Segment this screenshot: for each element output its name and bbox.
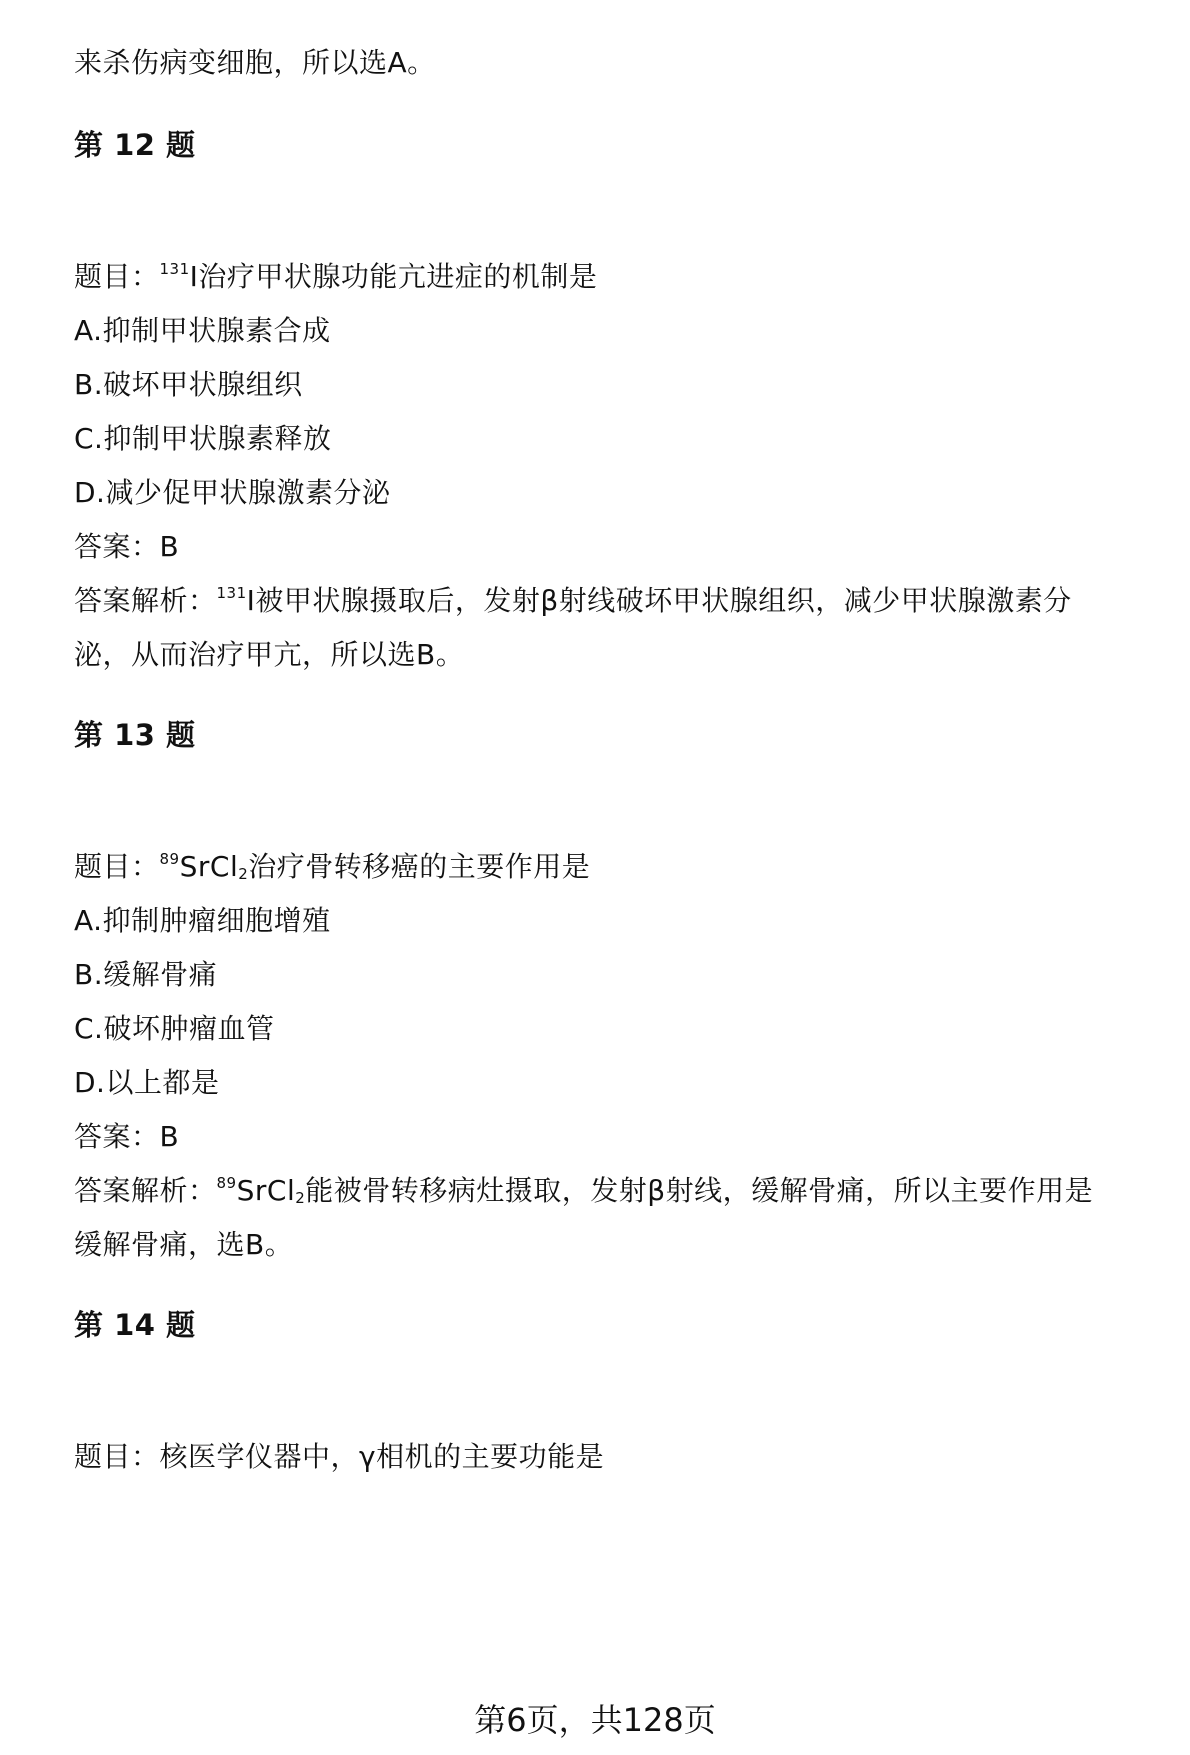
- analysis-isotope-mass: 89: [216, 1174, 237, 1192]
- question-13-answer: 答案：B: [74, 1120, 180, 1153]
- question-12-option-d: D.减少促甲状腺激素分泌: [74, 476, 391, 509]
- question-13-option-d: D.以上都是: [74, 1066, 220, 1099]
- analysis-text: 能被骨转移病灶摄取，发射β射线，缓解骨痛，所以主要作用是: [305, 1174, 1094, 1207]
- question-14-heading: 第 14 题: [74, 1308, 196, 1342]
- question-13-analysis-line-1: [74, 1174, 1093, 1208]
- question-12-analysis-line-1: [74, 584, 1072, 618]
- analysis-isotope-mass: 131: [216, 584, 247, 602]
- formula: SrCl: [179, 850, 239, 883]
- isotope-mass: 89: [159, 850, 180, 868]
- question-12-answer: 答案：B: [74, 530, 180, 563]
- question-13-analysis-line-2: 缓解骨痛，选B。: [74, 1228, 294, 1261]
- analysis-label: 答案解析：: [74, 584, 217, 617]
- analysis-formula-subscript: 2: [295, 1189, 306, 1207]
- analysis-label: 答案解析：: [74, 1174, 217, 1207]
- question-12-analysis-line-2: 泌，从而治疗甲亢，所以选B。: [74, 638, 465, 671]
- question-13-heading: 第 13 题: [74, 718, 196, 752]
- question-12-option-c: C.抑制甲状腺素释放: [74, 422, 332, 455]
- question-13-option-c: C.破坏肿瘤血管: [74, 1012, 275, 1045]
- analysis-text: I被甲状腺摄取后，发射β射线破坏甲状腺组织，减少甲状腺激素分: [246, 584, 1072, 617]
- question-12-heading: 第 12 题: [74, 128, 196, 162]
- prompt-label: 题目：: [74, 260, 160, 293]
- analysis-formula: SrCl: [236, 1174, 296, 1207]
- prompt-label: 题目：: [74, 850, 160, 883]
- question-14-prompt: 题目：核医学仪器中，γ相机的主要功能是: [74, 1440, 605, 1473]
- formula-subscript: 2: [238, 865, 249, 883]
- continuation-text: 来杀伤病变细胞，所以选A。: [74, 46, 436, 79]
- question-13-option-b: B.缓解骨痛: [74, 958, 218, 991]
- page-number-footer: 第6页，共128页: [474, 1701, 716, 1739]
- question-12-prompt: [74, 260, 597, 294]
- question-12-option-b: B.破坏甲状腺组织: [74, 368, 303, 401]
- question-13-prompt: [74, 850, 590, 884]
- prompt-text: 治疗骨转移癌的主要作用是: [248, 850, 591, 883]
- question-12-option-a: A.抑制甲状腺素合成: [74, 314, 331, 347]
- isotope-mass: 131: [159, 260, 190, 278]
- question-13-option-a: A.抑制肿瘤细胞增殖: [74, 904, 331, 937]
- prompt-text: I治疗甲状腺功能亢进症的机制是: [189, 260, 598, 293]
